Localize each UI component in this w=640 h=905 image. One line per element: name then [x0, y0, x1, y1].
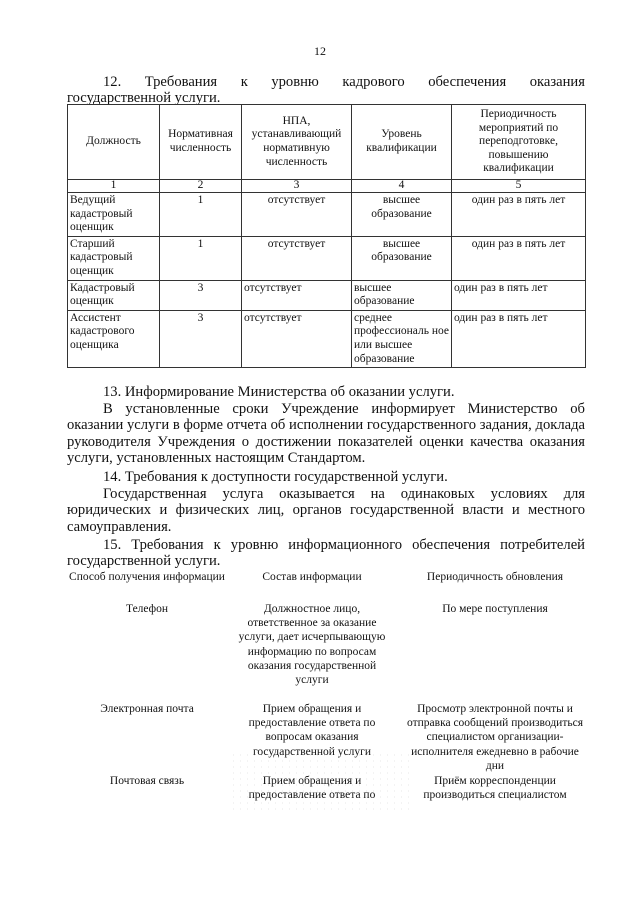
table-row: [67, 602, 585, 702]
cell-qualification: среднее профессиональ ное или высшее образование: [352, 310, 452, 367]
page-number: 12: [314, 44, 326, 58]
scan-noise: [230, 752, 410, 812]
cell-update-frequency: По мере поступления: [442, 603, 548, 615]
heading-word: к: [240, 74, 248, 90]
cell-position: Кадастровый оценщик: [68, 280, 160, 310]
column-numbers-row: [68, 180, 586, 193]
cell-legal-act: отсутствует: [242, 236, 352, 280]
heading-word: уровню: [271, 74, 319, 90]
section-12-heading-line1: [67, 74, 585, 90]
cell-count: 3: [160, 310, 242, 367]
header-normative-count: Нормативная численность: [160, 105, 242, 180]
column-number: 1: [68, 180, 160, 193]
heading-word: оказания: [529, 74, 585, 90]
cell-qualification: высшее образование: [352, 236, 452, 280]
cell-count: 1: [160, 236, 242, 280]
column-number: 5: [452, 180, 586, 193]
cell-content: Прием обращения и предоставление ответа по вопросам оказания государственной услуги: [248, 703, 376, 758]
cell-legal-act: отсутствует: [242, 280, 352, 310]
section-13-body: В установленные сроки Учреждение информирует Министерство об оказании услуги в форме отчета об исполнении государственного задания, доклада руководителя Учреждения о достижении показателей оценки качества оказания услуги, установленных настоящим Стандартом.: [67, 401, 585, 467]
cell-content: Должностное лицо, ответственное за оказание услуги, дает исчерпывающую информацию по вопросам оказания государственной услуги: [238, 603, 386, 687]
cell-method: Электронная почта: [100, 703, 194, 715]
section-14-heading: 14. Требования к доступности государственной услуги.: [103, 469, 448, 485]
cell-count: 1: [160, 193, 242, 237]
cell-frequency: один раз в пять лет: [452, 310, 586, 367]
section-13-heading: 13. Информирование Министерства об оказании услуги.: [103, 384, 455, 400]
cell-qualification: высшее образование: [352, 280, 452, 310]
cell-position: Старший кадастровый оценщик: [68, 236, 160, 280]
heading-word: кадрового: [342, 74, 405, 90]
column-number: 3: [242, 180, 352, 193]
cell-qualification: высшее образование: [352, 193, 452, 237]
cell-count: 3: [160, 280, 242, 310]
cell-legal-act: отсутствует: [242, 193, 352, 237]
heading-word: 12.: [103, 74, 122, 90]
cell-update-frequency: Просмотр электронной почты и отправка сообщений производиться специалистом организации-исполнителя ежедневно в рабочие дни: [407, 703, 583, 772]
column-number: 2: [160, 180, 242, 193]
section-12-heading: [67, 74, 585, 107]
info-table-header: [67, 570, 585, 602]
header-method: Способ получения информации: [69, 571, 225, 583]
header-update-frequency: Периодичность обновления: [426, 571, 564, 583]
section-14-body: Государственная услуга оказывается на одинаковых условиях для юридических и физических лиц, органов государственной власти и местного самоуправления.: [67, 486, 585, 535]
section-12-heading-line2: государственной услуги.: [67, 90, 221, 107]
staffing-requirements-table: [67, 104, 586, 368]
table-row: [68, 236, 586, 280]
cell-legal-act: отсутствует: [242, 310, 352, 367]
header-training-frequency: Периодичность мероприятий по переподготовке, повышению квалификации: [452, 105, 586, 180]
heading-word: Требования: [144, 74, 218, 90]
header-legal-act: НПА, устанавливающий нормативную численность: [242, 105, 352, 180]
table-header-row: [68, 105, 586, 180]
cell-update-frequency: Приём корреспонденции производиться специалистом: [423, 775, 567, 802]
cell-method: Почтовая связь: [109, 775, 185, 787]
cell-frequency: один раз в пять лет: [452, 193, 586, 237]
column-number: 4: [352, 180, 452, 193]
cell-method: Телефон: [125, 603, 169, 615]
header-content: Состав информации: [262, 571, 362, 583]
cell-content: Прием обращения и предоставление ответа по: [248, 775, 376, 802]
table-row: [68, 280, 586, 310]
table-row: [68, 310, 586, 367]
header-position: Должность: [68, 105, 160, 180]
section-15-heading: 15. Требования к уровню информационного обеспечения потребителей государственной услуги.: [67, 537, 585, 570]
cell-frequency: один раз в пять лет: [452, 280, 586, 310]
table-row: [68, 193, 586, 237]
header-qualification: Уровень квалификации: [352, 105, 452, 180]
cell-position: Ассистент кадастрового оценщика: [68, 310, 160, 367]
cell-position: Ведущий кадастровый оценщик: [68, 193, 160, 237]
cell-frequency: один раз в пять лет: [452, 236, 586, 280]
heading-word: обеспечения: [428, 74, 507, 90]
